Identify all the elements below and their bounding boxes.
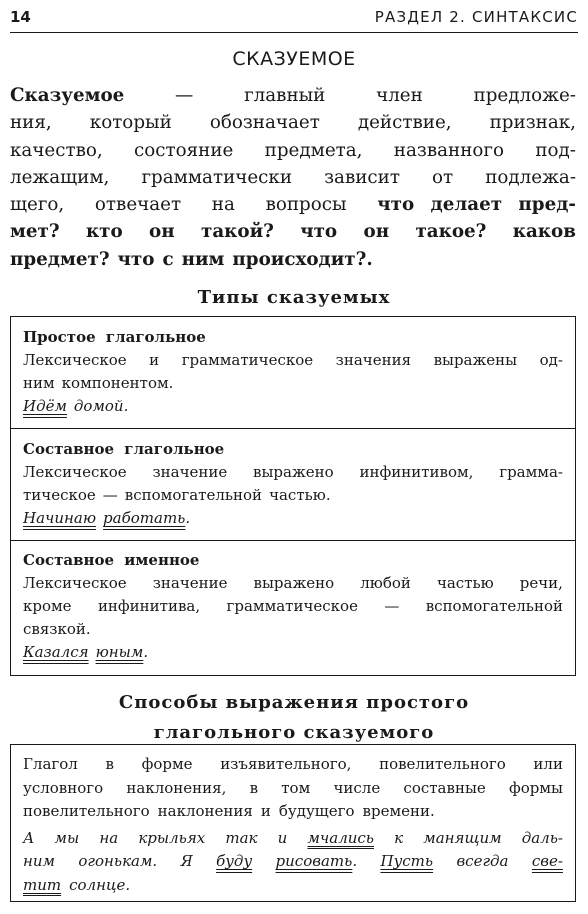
word: каков (512, 221, 576, 243)
word: тическое (23, 486, 96, 504)
text-line (23, 372, 563, 395)
text-line (23, 595, 563, 618)
word: частью. (269, 486, 331, 504)
predicate-underlined: све- (531, 852, 563, 870)
word: условного (23, 778, 104, 797)
type-cell-simple-verbal (11, 317, 575, 429)
example-line (23, 641, 563, 664)
word: грамматическое (226, 597, 358, 615)
word: действие, (357, 112, 452, 134)
text-line (23, 777, 563, 801)
word: формы (508, 778, 563, 797)
word: и (260, 802, 271, 820)
word: и (149, 351, 160, 369)
word: на (99, 828, 119, 847)
word: Лексическое (23, 574, 127, 592)
word: — (175, 85, 194, 106)
example-line (23, 850, 563, 874)
word: и (277, 828, 288, 847)
word: даль- (521, 828, 563, 847)
word: вспомогательной (425, 597, 563, 615)
word: — (102, 486, 118, 504)
example-line (23, 507, 563, 530)
word: главный (244, 85, 326, 106)
word: что (117, 248, 155, 270)
word: он (363, 221, 390, 243)
ways-heading-line: Способы выражения простого (118, 692, 470, 713)
word: такое? (415, 221, 487, 243)
word: связкой. (23, 620, 91, 638)
predicate-underlined: мчались (307, 828, 374, 847)
word: состояние (134, 139, 234, 161)
word: кроме (23, 597, 72, 615)
definition-line (10, 109, 576, 136)
word: выражено (253, 574, 335, 592)
types-heading: Типы сказуемых (197, 287, 391, 308)
definition-term: Сказуемое (10, 85, 125, 106)
example-rest: . (185, 509, 191, 527)
word: А (23, 828, 35, 847)
word: что (300, 221, 338, 243)
word: признак, (489, 112, 576, 134)
word: наклонения, (126, 778, 227, 797)
question-text: что делает пред- (377, 194, 576, 216)
word: зависит (324, 166, 400, 188)
word: отвечает (94, 194, 182, 216)
word: щего, (10, 194, 65, 216)
word: который (89, 112, 172, 134)
word: вспомогательной (124, 486, 263, 504)
word: составные (403, 778, 486, 797)
definition-line (10, 164, 576, 191)
text-line (23, 572, 563, 595)
word: обозначает (209, 112, 320, 134)
word: на (211, 194, 235, 216)
word: Лексическое (23, 463, 127, 481)
predicate-underlined: рисовать (275, 852, 353, 870)
text-line (23, 753, 563, 777)
word: ним (181, 248, 225, 270)
word: в (249, 778, 259, 797)
word: с (162, 248, 174, 270)
word: ним (23, 852, 55, 870)
word: член (376, 85, 423, 106)
definition-line (10, 191, 576, 218)
word: манящим (423, 828, 502, 847)
page-header (10, 6, 578, 33)
ways-heading-line: глагольного сказуемого (153, 722, 435, 743)
text-line (23, 618, 563, 641)
word: предмет? (10, 248, 110, 270)
word: солнце. (69, 875, 131, 894)
type-cell-compound-nominal (11, 541, 575, 675)
word: од- (539, 351, 563, 369)
word: выражено (253, 463, 334, 481)
word: подлежа- (485, 166, 576, 188)
word: будущего (278, 802, 355, 820)
ways-heading (0, 688, 588, 748)
predicate-underlined: Начинаю (23, 509, 97, 527)
word: огонькам. (78, 852, 158, 870)
predicate-underlined: юным (95, 643, 144, 661)
word: кто (85, 221, 123, 243)
predicate-underlined: Идём (23, 397, 67, 415)
predicate-underlined: Пусть (380, 852, 434, 870)
word: мет? (10, 221, 60, 243)
definition-line (10, 218, 576, 245)
predicate-underlined: Казался (23, 643, 89, 661)
word: Глагол (23, 755, 78, 773)
word: предложе- (473, 85, 576, 106)
word: лежащим, (10, 166, 110, 188)
type-title: Простое глагольное (23, 328, 206, 346)
word: грамматически (141, 166, 293, 188)
definition-line (10, 137, 576, 164)
word: инфинитива, (97, 597, 201, 615)
word: ним (23, 374, 55, 392)
definition-paragraph (10, 82, 576, 273)
section-title: СКАЗУЕМОЕ (232, 48, 356, 70)
type-title: Составное глагольное (23, 440, 225, 458)
running-head: РАЗДЕЛ 2. СИНТАКСИС (374, 8, 578, 26)
word: Лексическое (23, 351, 127, 369)
predicate-underlined: работать (103, 509, 186, 527)
word: форме (141, 755, 193, 773)
word: под- (535, 139, 576, 161)
word: наклонения (157, 802, 253, 820)
ways-box (10, 744, 576, 902)
word: грамма- (499, 463, 563, 481)
type-title: Составное именное (23, 551, 200, 569)
example-line (23, 827, 563, 851)
predicate-underlined: тит (23, 875, 62, 894)
word: от (432, 166, 454, 188)
word: такой? (201, 221, 274, 243)
word: он (149, 221, 175, 243)
word: любой (360, 574, 411, 592)
word: частью (436, 574, 494, 592)
word: значение (152, 574, 228, 592)
word: повелительного (379, 755, 506, 773)
word: происходит?. (232, 248, 373, 270)
word: времени. (362, 802, 435, 820)
punctuation: . (352, 852, 358, 870)
word: Я (180, 852, 193, 870)
predicate-underlined: буду (216, 852, 253, 870)
text-line (23, 349, 563, 372)
word: выражены (433, 351, 518, 369)
word: качество, (10, 139, 103, 161)
text-line (23, 484, 563, 507)
word: числе (333, 778, 381, 797)
word: мы (54, 828, 80, 847)
word: речи, (519, 574, 563, 592)
example-line (23, 395, 563, 418)
example-line (23, 874, 563, 898)
word: всегда (456, 852, 509, 870)
word: крыльях (138, 828, 206, 847)
type-cell-compound-verbal (11, 429, 575, 541)
text-line (23, 461, 563, 484)
word: названного (393, 139, 505, 161)
word: так (225, 828, 258, 847)
definition-line (10, 82, 576, 109)
word: значения (335, 351, 412, 369)
word: значение (152, 463, 228, 481)
word: инфинитивом, (359, 463, 474, 481)
word: том (281, 778, 311, 797)
word: или (533, 755, 563, 773)
word: изъявительного, (220, 755, 352, 773)
text-line (23, 800, 563, 824)
word: ния, (10, 112, 52, 134)
example-rest: . (143, 643, 149, 661)
predicate-group (276, 850, 358, 874)
word: в (105, 755, 114, 773)
word: компонентом. (61, 374, 174, 392)
word: предмета, (264, 139, 363, 161)
page-number: 14 (10, 8, 31, 26)
types-table (10, 316, 576, 676)
word: вопросы (265, 194, 347, 216)
word: к (394, 828, 404, 847)
word: повелительного (23, 802, 150, 820)
word: грамматическое (181, 351, 314, 369)
word: — (384, 597, 400, 615)
example-rest: домой. (73, 397, 129, 415)
definition-line (10, 246, 576, 273)
